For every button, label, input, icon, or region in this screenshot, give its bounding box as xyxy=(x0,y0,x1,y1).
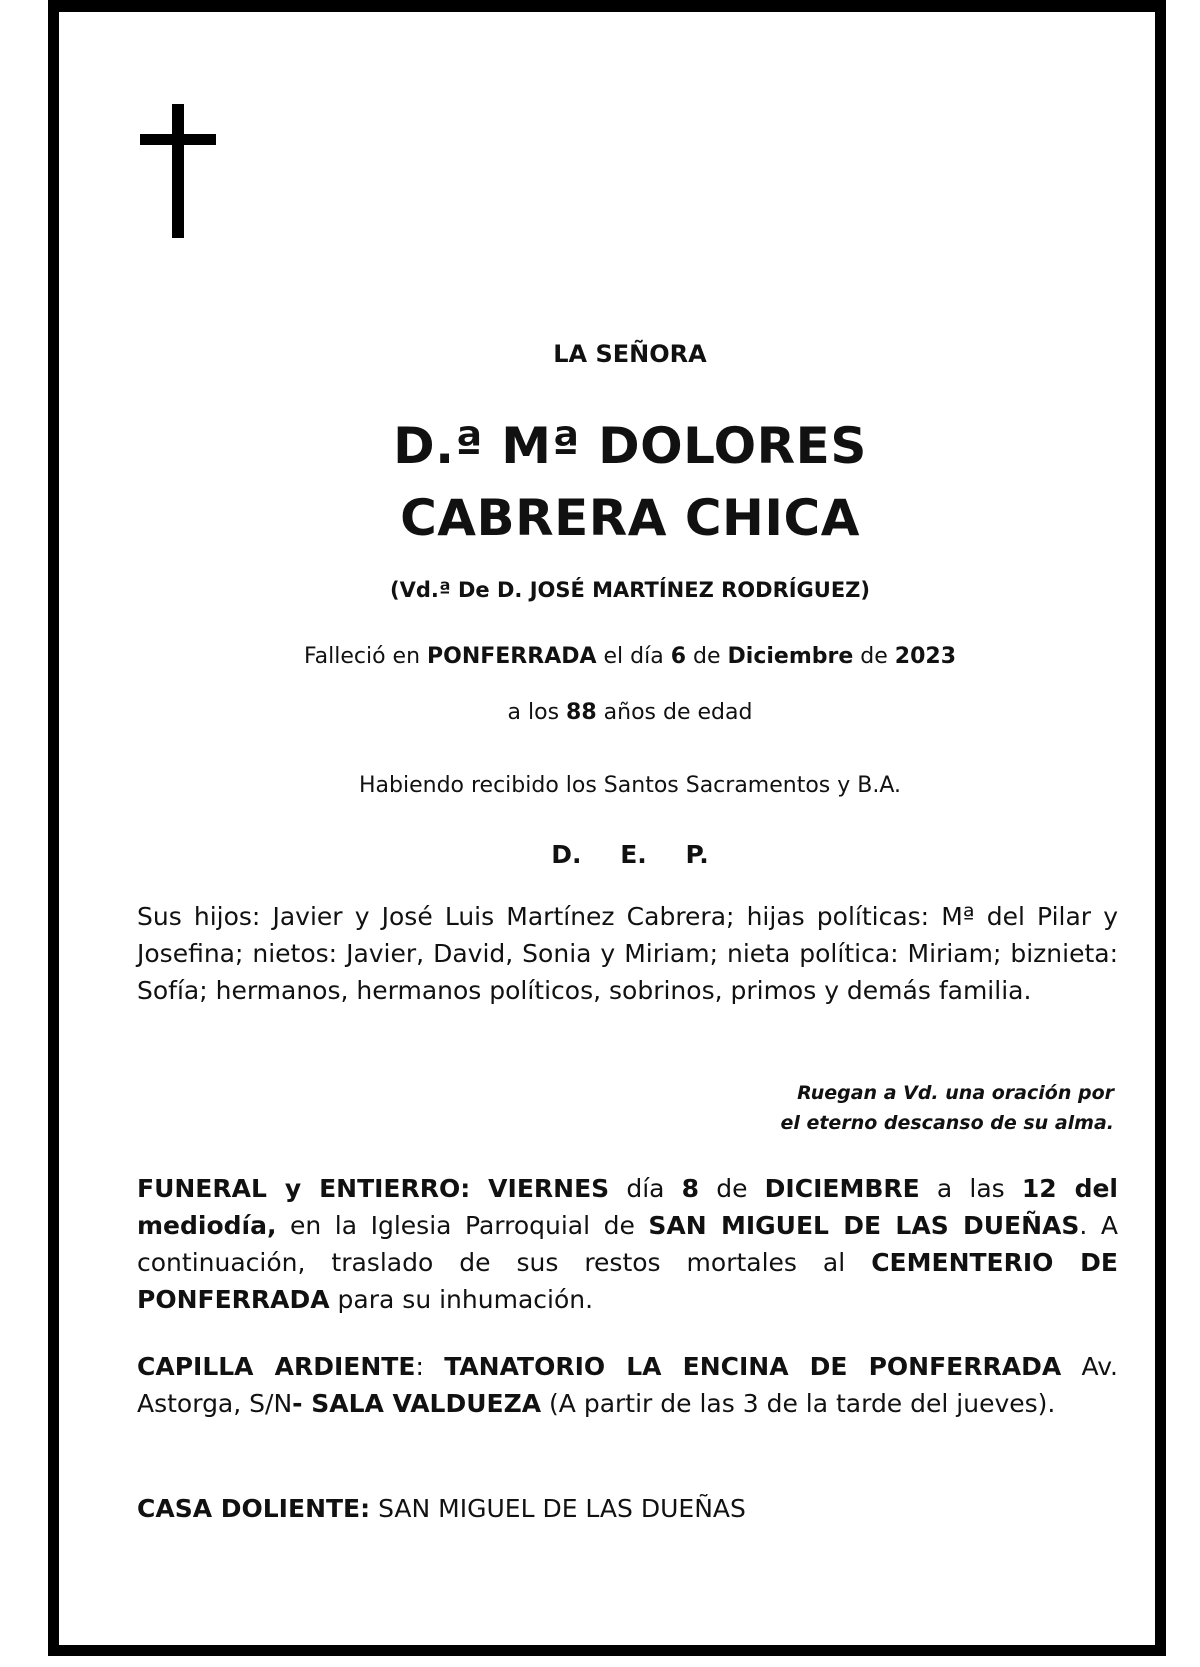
family-paragraph: Sus hijos: Javier y José Luis Martínez Cabrera; hijas políticas: Mª del Pilar y Josefina; nietos: Javier, David, Sonia y Miriam; nieta política: Miriam; biznieta: Sofía; hermanos, hermanos políticos, sobrinos, primos y demás familia. xyxy=(137,902,1118,1005)
funeral-month: DICIEMBRE xyxy=(764,1174,920,1203)
deceased-name xyxy=(140,410,1120,554)
prayer-line-2: el eterno descanso de su alma. xyxy=(780,1112,1114,1134)
sacraments-line: Habiendo recibido los Santos Sacramentos y B.A. xyxy=(358,773,902,798)
death-info xyxy=(140,644,1120,669)
death-text: de xyxy=(853,644,895,669)
prayer-line-1: Ruegan a Vd. una oración por xyxy=(797,1082,1114,1104)
chapel-paragraph xyxy=(137,1348,1118,1422)
death-year: 2023 xyxy=(894,644,956,669)
funeral-church: SAN MIGUEL DE LAS DUEÑAS xyxy=(648,1211,1080,1240)
funeral-time: 12 del mediodía, xyxy=(137,1174,1119,1240)
funeral-text: día xyxy=(609,1174,682,1203)
funeral-text: en la Iglesia Parroquial de xyxy=(276,1211,649,1240)
dep-abbreviation: D. E. P. xyxy=(551,840,709,869)
home-value: SAN MIGUEL DE LAS DUEÑAS xyxy=(370,1494,746,1523)
age-info xyxy=(140,700,1120,725)
death-month: Diciembre xyxy=(727,644,854,669)
age-text: años de edad xyxy=(596,700,753,725)
chapel-label: CAPILLA ARDIENTE xyxy=(137,1352,416,1381)
name-line-1: D.ª Mª DOLORES xyxy=(393,417,867,475)
prayer-request xyxy=(600,1078,1114,1138)
funeral-day: 8 xyxy=(681,1174,700,1203)
funeral-cemetery: CEMENTERIO DE PONFERRADA xyxy=(137,1248,1118,1314)
chapel-text: : xyxy=(415,1352,445,1381)
intro-title: LA SEÑORA xyxy=(553,340,707,368)
funeral-label: FUNERAL y ENTIERRO: VIERNES xyxy=(137,1174,610,1203)
death-place: PONFERRADA xyxy=(427,644,597,669)
death-text: Falleció en xyxy=(304,644,428,669)
age-years: 88 xyxy=(566,700,597,725)
chapel-address: Av. Astorga, S/N xyxy=(137,1352,1118,1418)
chapel-room: - SALA VALDUEZA xyxy=(292,1389,542,1418)
funeral-text: para su inhumación. xyxy=(329,1285,594,1314)
home-line xyxy=(137,1490,1118,1527)
death-text: de xyxy=(686,644,728,669)
death-text: el día xyxy=(596,644,671,669)
home-label: CASA DOLIENTE: xyxy=(137,1494,371,1523)
funeral-paragraph xyxy=(137,1170,1118,1318)
funeral-text: de xyxy=(699,1174,765,1203)
death-day: 6 xyxy=(670,644,687,669)
chapel-venue: TANATORIO LA ENCINA DE PONFERRADA xyxy=(444,1352,1062,1381)
age-text: a los xyxy=(507,700,567,725)
funeral-text: . A continuación, traslado de sus restos mortales al xyxy=(137,1211,1118,1277)
cross-icon xyxy=(140,104,216,238)
widow-of: (Vd.ª De D. JOSÉ MARTÍNEZ RODRÍGUEZ) xyxy=(389,578,871,602)
name-line-2: CABRERA CHICA xyxy=(400,489,860,547)
cross-vertical-bar xyxy=(172,104,184,238)
funeral-text: a las xyxy=(919,1174,1022,1203)
cross-horizontal-bar xyxy=(140,134,216,145)
chapel-time: (A partir de las 3 de la tarde del jueves). xyxy=(541,1389,1056,1418)
